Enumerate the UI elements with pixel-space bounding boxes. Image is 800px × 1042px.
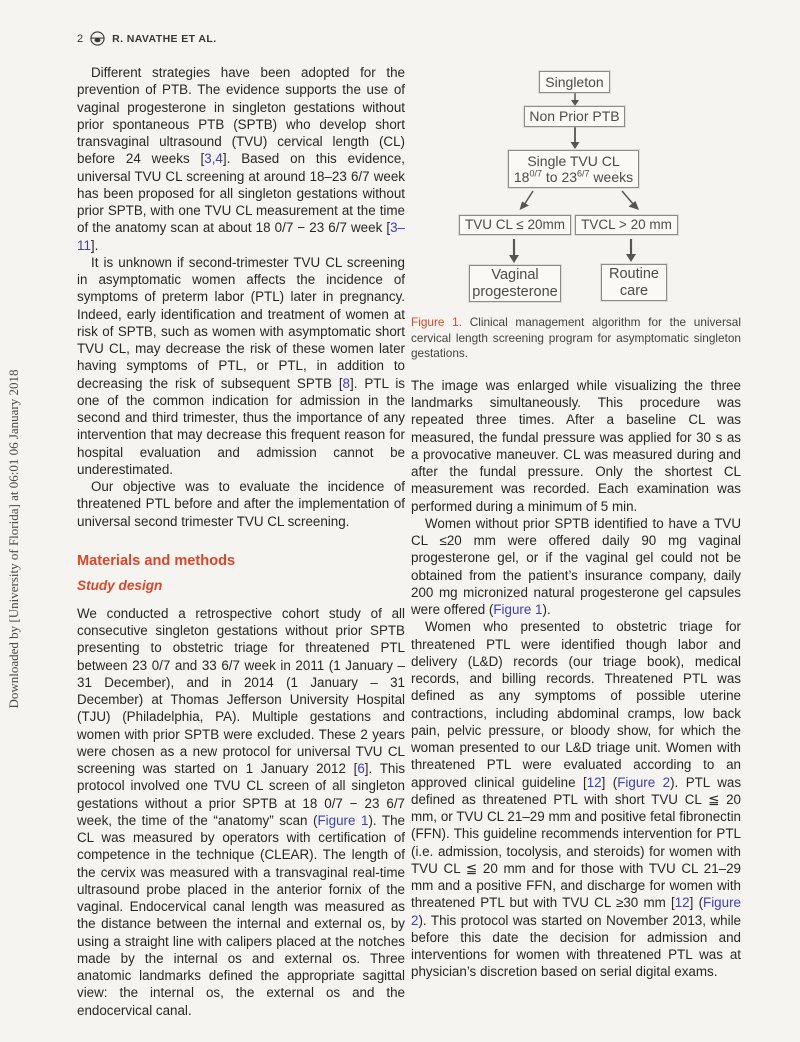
citation-link[interactable]: 3,4: [204, 151, 223, 167]
figure-reference-link[interactable]: Figure 2: [617, 774, 671, 790]
section-heading-materials-methods: Materials and methods: [77, 552, 236, 569]
download-watermark: Downloaded by [University of Florida] at 06:01 06 January 2018: [6, 369, 21, 709]
flowchart-node-single-tvu-cl: Single TVU CL $18^{0/7}$ to $23^{6/7}$ weeks: [508, 150, 639, 188]
running-header: [77, 31, 217, 46]
paragraph-intro-2: It is unknown if second-trimester TVU CL screening in asymptomatic women affects the incidence of symptoms of preterm labor (PTL) later in pregnancy. Indeed, early identification and treatment of women at risk of SPTB, such as women with asymptomatic short TVU CL, may decrease the risk of these women later having symptoms of PTL, or PTL, in addition to decreasing the risk of subsequent SPTB [8]. PTL is one of the common indication for admission in the second and third trimester, thus the importance of any intervention that may decrease this frequent reason for hospital evaluation and admission cannot be underestimated.: [77, 254, 405, 477]
paragraph-triage: Women who presented to obstetric triage for threatened PTL were identified though labor and delivery (L&D) records (our triage book), medical records, and billing records. Threatened PTL was defined as any symptoms of possible uterine contractions, including abdominal cramps, low back pain, pelvic pressure, or bloody show, for which the woman presented to our L&D triage unit. Women with threatened PTL were evaluated according to an approved clinical guideline [12] (Figure 2). PTL was defined as threatened PTL with short TVU CL ≦ 20 mm, or TVU CL 21–29 mm and positive fetal fibronectin (FFN). This guideline recommends intervention for PTL (i.e. admission, tocolysis, and steroids) for women with TVU CL ≦ 20 mm and for those with TVU CL 21–29 mm and a positive FFN, and discharge for women with threatened PTL but with TVU CL ≥30 mm [12] (Figure 2). This protocol was started on November 2013, while before this date the decision for admission and interventions for women with threatened PTL was at physician’s discretion based on serial digital exams.: [411, 619, 742, 980]
paragraph-intro-1: Different strategies have been adopted for the prevention of PTB. The evidence supports the use of vaginal progesterone in singleton gestations without prior spontaneous PTB (SPTB) who develop short transvaginal ultrasound (TVU) cervical length (CL) before 24 weeks [3,4]. Based on this evidence, universal TVU CL screening at around 18–23 6/7 week has been proposed for all singleton gestations without prior SPTB, with one TVU CL measurement at the time of the anatomy scan at about 18 0/7 − 23 6/7 week [3–11].: [77, 65, 405, 253]
right-column: [411, 64, 741, 981]
paragraph-objective: Our objective was to evaluate the incidence of threatened PTL before and after the implementation of universal second trimester TVU CL screening.: [77, 479, 405, 529]
citation-link[interactable]: 8: [342, 375, 350, 391]
paragraph-measurement: The image was enlarged while visualizing the three landmarks simultaneously. This procedure was repeated three times. After a baseline CL was measured, the fundal pressure was applied for 30 s as a provocative maneuver. CL was measured during and after the fundal pressure. Only the shortest CL measurement was recorded. Each examination was performed during a minimum of 5 min.: [411, 377, 741, 514]
figure-reference-link[interactable]: Figure 2: [411, 895, 741, 928]
citation-link[interactable]: 3–11: [77, 220, 405, 253]
figure1-caption: Figure 1. Clinical management algorithm for the universal cervical length screening program for asymptomatic singleton gestations.: [411, 315, 741, 361]
flowchart-node-vaginal-progesterone: Vaginal progesterone: [469, 265, 561, 302]
figure1-flowchart: [411, 64, 741, 307]
journal-logo-icon: [90, 31, 105, 46]
page-number: 2: [77, 32, 84, 45]
figure-reference-link[interactable]: Figure 1: [493, 602, 543, 618]
figure1-caption-label: Figure 1.: [411, 315, 462, 329]
citation-link[interactable]: 12: [674, 895, 690, 911]
flowchart-node-routine-care: Routine care: [601, 264, 667, 301]
flowchart-node-singleton: Singleton: [539, 71, 610, 93]
running-head-authors: R. NAVATHE ET AL.: [112, 32, 217, 45]
figure-reference-link[interactable]: Figure 1: [317, 812, 369, 828]
left-column: [77, 64, 405, 1019]
flowchart-node-tvcl-long: TVCL > 20 mm: [575, 215, 678, 235]
flowchart-node-non-prior-ptb: Non Prior PTB: [524, 106, 625, 127]
subsection-heading-study-design: Study design: [77, 577, 163, 593]
flowchart-node-tvu-cl-short: TVU CL ≤ 20mm: [459, 215, 571, 235]
paragraph-study-design: We conducted a retrospective cohort study of all consecutive singleton gestations without prior SPTB presenting to obstetric triage for threatened PTL between 23 0/7 and 33 6/7 week in 2011 (1 January – 31 December), and in 2014 (1 January – 31 December) at Thomas Jefferson University Hospital (TJU) (Philadelphia, PA). Multiple gestations and women with prior SPTB were excluded. These 2 years were chosen as a new protocol for universal TVU CL screening was started on 1 January 2012 [6]. This protocol involved one TVU CL screen of all singleton gestations without a prior SPTB at 18 0/7 − 23 6/7 week, the time of the “anatomy” scan (Figure 1). The CL was measured by operators with certification of competence in the technique (CLEAR). The length of the cervix was measured with a transvaginal real-time ultrasound probe placed in the anterior fornix of the vaginal. Endocervical canal length was measured as the distance between the internal and external os, by using a straight line with calipers placed at the notches made by the internal os and external os. Three anatomic landmarks defined the appropriate sagittal view: the internal os, the external os and the endocervical canal.: [77, 605, 406, 1018]
paragraph-progesterone-offer: Women without prior SPTB identified to have a TVU CL ≤20 mm were offered daily 90 mg vaginal progesterone gel, or if the vaginal gel could not be obtained from the patient’s insurance company, daily 200 mg micronized natural progesterone gel capsules were offered (Figure 1).: [411, 515, 741, 618]
citation-link[interactable]: 12: [586, 774, 602, 790]
citation-link[interactable]: 6: [357, 761, 365, 776]
